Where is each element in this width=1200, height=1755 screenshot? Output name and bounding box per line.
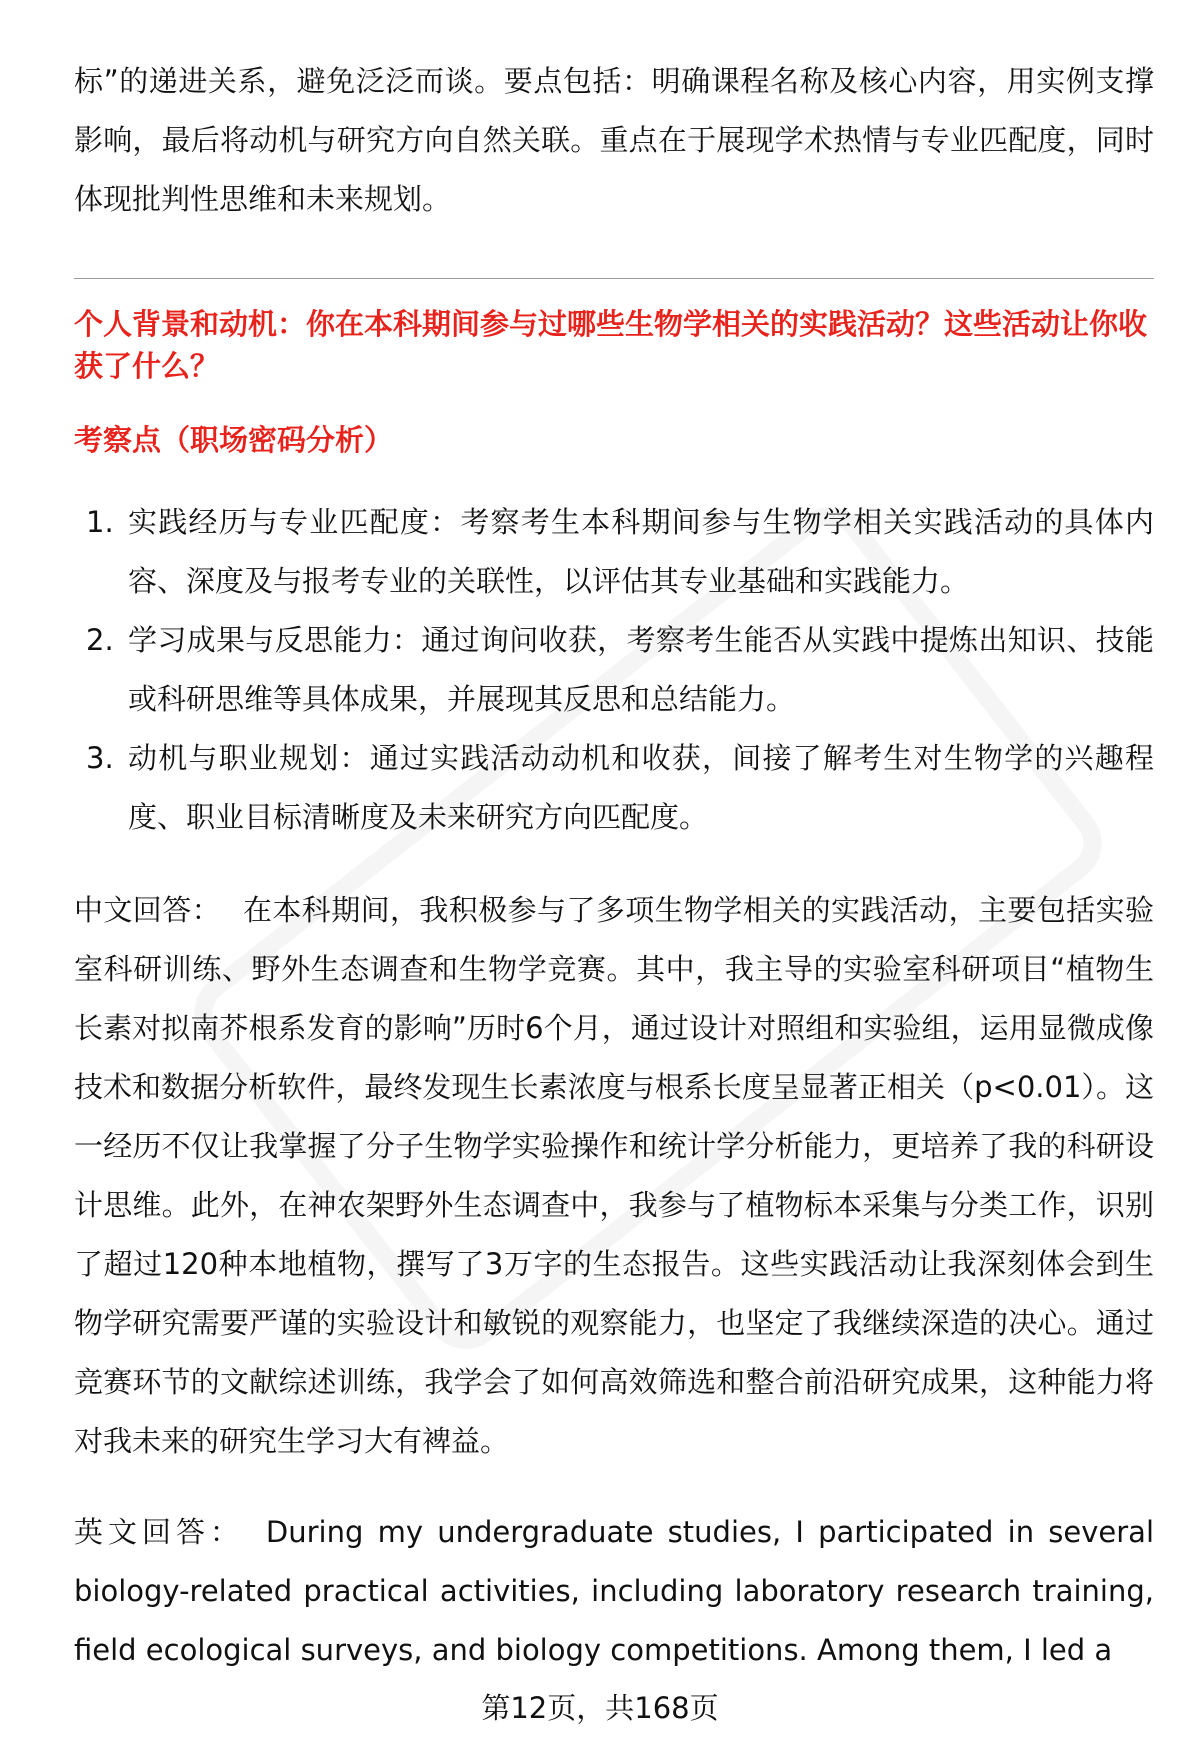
list-item: [74, 611, 1154, 729]
list-item: [74, 493, 1154, 611]
list-item-text: 动机与职业规划：通过实践活动动机和收获，间接了解考生对生物学的兴趣程度、职业目标清晰度及未来研究方向匹配度。: [128, 741, 1154, 834]
list-item-text: 实践经历与专业匹配度：考察考生本科期间参与生物学相关实践活动的具体内容、深度及与报考专业的关联性，以评估其专业基础和实践能力。: [128, 505, 1154, 598]
english-answer-text: During my undergraduate studies, I participated in several biology-related practical activities, including laboratory research training, field ecological surveys, and biology competitions. Among them, I led a: [74, 1515, 1154, 1667]
points-list: [74, 493, 1154, 847]
points-title: 考察点（职场密码分析）: [74, 423, 394, 457]
question-heading: 个人背景和动机：你在本科期间参与过哪些生物学相关的实践活动？这些活动让你收获了什么？: [74, 307, 1148, 383]
list-item-number: 1.: [86, 505, 114, 539]
english-answer-label: 英文回答：: [74, 1515, 244, 1549]
list-item-text: 学习成果与反思能力：通过询问收获，考察考生能否从实践中提炼出知识、技能或科研思维等具体成果，并展现其反思和总结能力。: [128, 623, 1154, 716]
chinese-answer-label: 中文回答：: [74, 893, 221, 927]
intro-paragraph: 标”的递进关系，避免泛泛而谈。要点包括：明确课程名称及核心内容，用实例支撑影响，最后将动机与研究方向自然关联。重点在于展现学术热情与专业匹配度，同时体现批判性思维和未来规划。: [74, 64, 1154, 216]
list-item-number: 3.: [86, 741, 114, 775]
list-item-number: 2.: [86, 623, 114, 657]
chinese-answer-text: 在本科期间，我积极参与了多项生物学相关的实践活动，主要包括实验室科研训练、野外生态调查和生物学竞赛。其中，我主导的实验室科研项目“植物生长素对拟南芥根系发育的影响”历时6个月，通过设计对照组和实验组，运用显微成像技术和数据分析软件，最终发现生长素浓度与根系长度呈显著正相关（p<0.01）。这一经历不仅让我掌握了分子生物学实验操作和统计学分析能力，更培养了我的科研设计思维。此外，在神农架野外生态调查中，我参与了植物标本采集与分类工作，识别了超过120种本地植物，撰写了3万字的生态报告。这些实践活动让我深刻体会到生物学研究需要严谨的实验设计和敏锐的观察能力，也坚定了我继续深造的决心。通过竞赛环节的文献综述训练，我学会了如何高效筛选和整合前沿研究成果，这种能力将对我未来的研究生学习大有裨益。: [74, 893, 1154, 1458]
english-answer: [74, 1503, 1154, 1680]
chinese-answer: [74, 881, 1154, 1471]
list-item: [74, 729, 1154, 847]
section-divider: [74, 278, 1154, 279]
page-footer: 第12页，共168页: [481, 1691, 719, 1725]
